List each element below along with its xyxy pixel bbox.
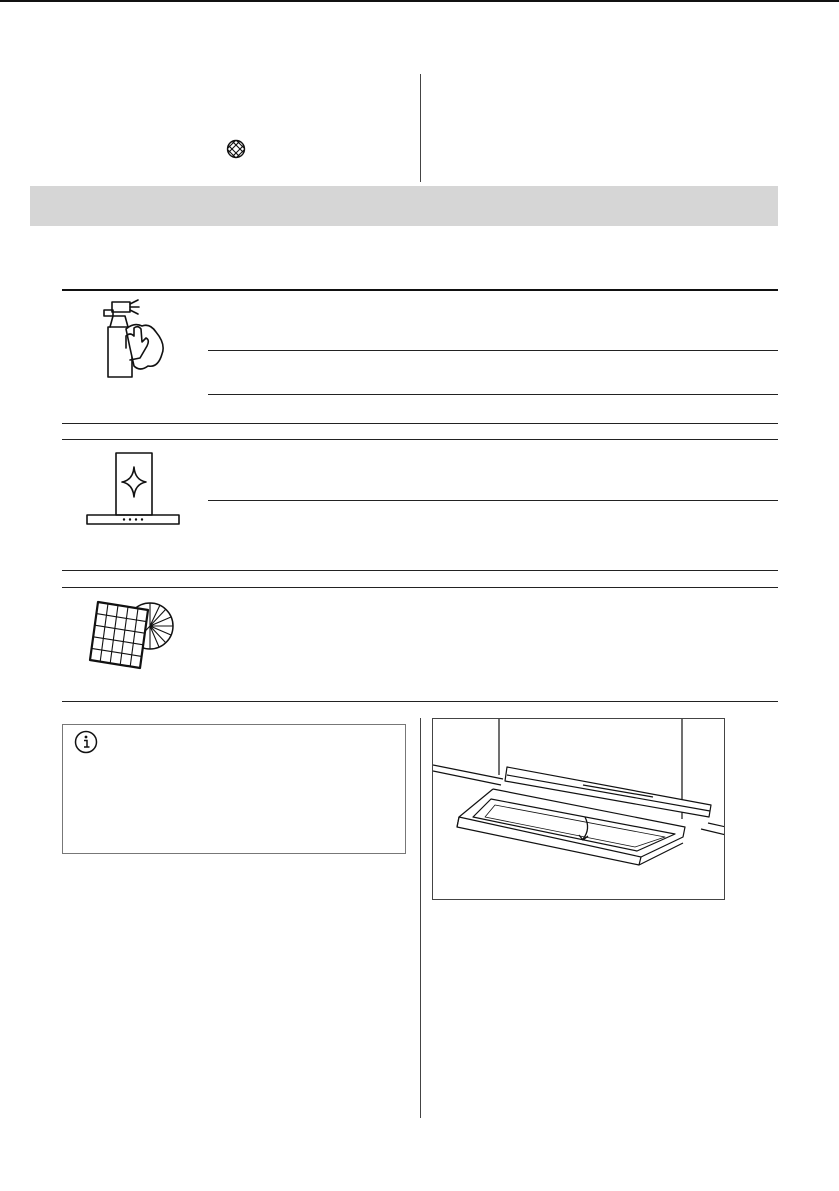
table-rule-inner xyxy=(208,394,778,395)
spray-cleaning-icon xyxy=(100,296,172,380)
table-rule xyxy=(62,439,778,440)
info-note-box xyxy=(62,724,406,854)
hood-illustration-figure xyxy=(432,718,725,900)
table-rule-inner xyxy=(208,500,778,501)
section-header-band xyxy=(30,186,778,226)
clean-hood-icon xyxy=(86,450,182,526)
table-rule xyxy=(62,587,778,588)
table-rule xyxy=(62,423,778,424)
table-rule-inner xyxy=(208,350,778,351)
charcoal-filter-icon xyxy=(82,596,176,672)
table-rule-bottom xyxy=(62,701,778,702)
top-rule xyxy=(0,0,839,2)
column-divider-top xyxy=(420,74,421,182)
column-divider-bottom xyxy=(420,718,421,1118)
table-rule-top xyxy=(62,289,778,291)
info-icon xyxy=(74,730,98,754)
table-rule xyxy=(62,570,778,571)
grease-filter-icon xyxy=(226,139,246,159)
